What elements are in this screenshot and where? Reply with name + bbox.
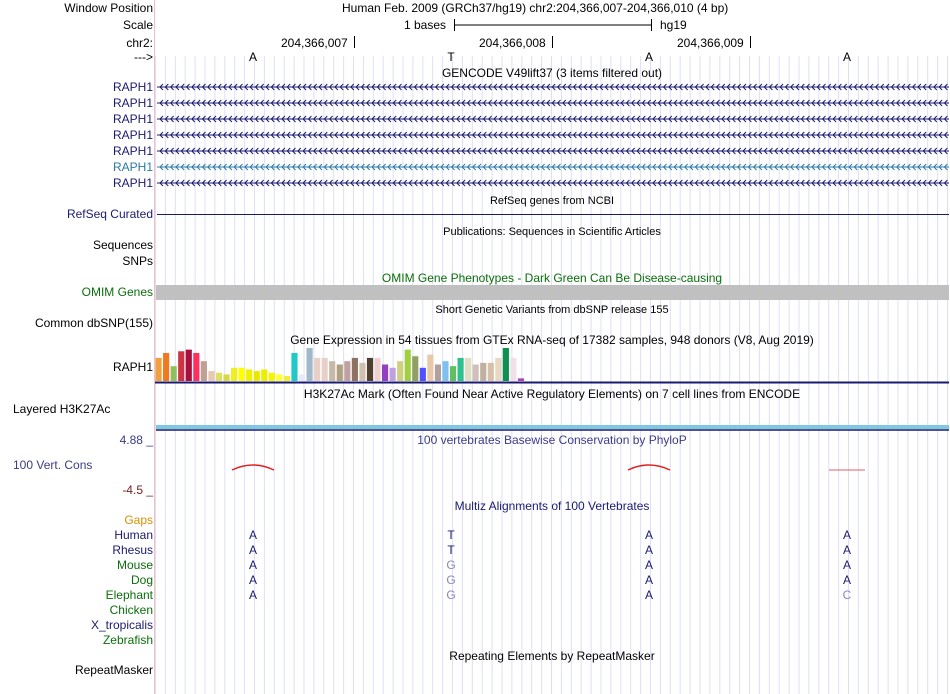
phylop-title: 100 vertebrates Basewise Conservation by PhyloP — [417, 433, 687, 447]
refseq-label[interactable]: RefSeq Curated — [66, 207, 153, 221]
species-label[interactable]: X_tropicalis — [90, 618, 153, 632]
coord-3: 204,366,009 — [677, 36, 744, 50]
alignment-base: A — [248, 543, 258, 557]
phylop-peak — [232, 465, 274, 470]
omim-title: OMIM Gene Phenotypes - Dark Green Can Be Disease-causing — [381, 271, 723, 285]
gtex-bar — [405, 350, 411, 381]
phylop-min: -4.5 _ — [122, 483, 153, 497]
gtex-bar — [269, 373, 275, 381]
species-label[interactable]: Human — [114, 528, 153, 542]
gtex-bar — [284, 376, 290, 381]
gtex-bar — [156, 358, 162, 381]
alignment-base: A — [644, 528, 654, 542]
base-4[interactable]: A — [842, 50, 852, 64]
gtex-bar — [427, 355, 433, 381]
base-2[interactable]: T — [447, 50, 455, 64]
gtex-bar — [329, 361, 335, 381]
alignment-base: A — [842, 558, 852, 572]
gtex-bar — [382, 365, 388, 382]
alignment-base: T — [447, 543, 455, 557]
gtex-bar — [216, 373, 222, 381]
alignment-base: A — [248, 558, 258, 572]
gtex-bar — [367, 358, 373, 381]
gtex-bar — [352, 358, 358, 381]
gtex-bar — [420, 368, 426, 381]
species-label[interactable]: Dog — [130, 573, 153, 587]
scale-label: Scale — [122, 18, 153, 32]
dbsnp-title: Short Genetic Variants from dbSNP release 155 — [435, 304, 669, 316]
gtex-bar — [322, 358, 328, 381]
gtex-bar — [374, 358, 380, 381]
gtex-bar — [442, 361, 448, 381]
gtex-bar — [231, 368, 237, 381]
gtex-bar — [299, 374, 305, 381]
window-position-value: Human Feb. 2009 (GRCh37/hg19) chr2:204,366,007-204,366,010 (4 bp) — [342, 1, 729, 15]
gtex-bar — [186, 350, 192, 381]
multiz-title: Multiz Alignments of 100 Vertebrates — [454, 499, 650, 513]
gtex-bar — [337, 365, 343, 382]
alignment-base: A — [248, 528, 258, 542]
gencode-row-label[interactable]: RAPH1 — [112, 144, 153, 158]
gencode-row-label[interactable]: RAPH1 — [112, 128, 153, 142]
alignment-base: A — [644, 558, 654, 572]
scale-left-text: 1 bases — [404, 18, 447, 32]
alignment-base: A — [248, 573, 258, 587]
alignment-base: A — [248, 588, 258, 602]
gtex-bar — [473, 365, 479, 382]
alignment-base: G — [446, 573, 456, 587]
gtex-bar — [208, 371, 214, 381]
gtex-bar — [163, 353, 169, 381]
gtex-bar — [503, 348, 509, 381]
alignment-base: C — [842, 588, 852, 602]
gtex-bar — [480, 363, 486, 381]
gtex-bar — [171, 366, 177, 381]
omim-band — [156, 285, 949, 300]
gtex-bar — [397, 361, 403, 381]
phylop-max: 4.88 _ — [119, 433, 153, 447]
repeatmasker-label[interactable]: RepeatMasker — [74, 663, 153, 677]
alignment-base: A — [644, 543, 654, 557]
species-label[interactable]: Mouse — [116, 558, 153, 572]
coord-1: 204,366,007 — [281, 36, 348, 50]
gtex-bar — [450, 366, 456, 381]
alignment-base: A — [842, 528, 852, 542]
gencode-row-label[interactable]: RAPH1 — [112, 176, 153, 190]
snps-label[interactable]: SNPs — [122, 254, 153, 268]
alignment-base: A — [644, 573, 654, 587]
phylop-peak — [628, 465, 670, 470]
species-label[interactable]: Zebrafish — [102, 633, 153, 647]
alignment-base: G — [446, 588, 456, 602]
gtex-bar — [465, 358, 471, 381]
gtex-title: Gene Expression in 54 tissues from GTEx RNA-seq of 17382 samples, 948 donors (V8, Aug 2019) — [290, 333, 814, 347]
phylop-label[interactable]: 100 Vert. Cons — [13, 458, 93, 472]
gtex-bar — [223, 374, 229, 381]
gtex-bar — [178, 351, 184, 381]
base-1[interactable]: A — [248, 50, 258, 64]
coord-2: 204,366,008 — [479, 36, 546, 50]
gtex-bar — [276, 374, 282, 381]
h3k27ac-label[interactable]: Layered H3K27Ac — [13, 402, 111, 416]
alignment-base: A — [842, 543, 852, 557]
gtex-bar — [359, 363, 365, 381]
alignment-base: G — [446, 558, 456, 572]
gtex-bar — [488, 363, 494, 381]
alignment-base: A — [842, 573, 852, 587]
gtex-bar — [239, 368, 245, 381]
gtex-bar — [261, 369, 267, 381]
gtex-bar — [435, 365, 441, 382]
gtex-bar — [307, 348, 313, 381]
gtex-bar — [254, 371, 260, 381]
gtex-bar — [495, 358, 501, 381]
chr-label: chr2: — [126, 36, 153, 50]
base-3[interactable]: A — [644, 50, 654, 64]
alignment-base: A — [644, 588, 654, 602]
species-label[interactable]: Rhesus — [112, 543, 153, 557]
gaps-label[interactable]: Gaps — [124, 513, 153, 527]
dbsnp-label[interactable]: Common dbSNP(155) — [34, 316, 153, 330]
refseq-title: RefSeq genes from NCBI — [489, 195, 615, 207]
gencode-row-label[interactable]: RAPH1 — [112, 160, 153, 174]
gtex-bar — [246, 369, 252, 381]
publications-label[interactable]: Sequences — [92, 238, 153, 252]
gtex-label[interactable]: RAPH1 — [112, 360, 153, 374]
gencode-title: GENCODE V49lift37 (3 items filtered out) — [441, 66, 663, 80]
strand-label: ---> — [134, 50, 153, 64]
window-position-label: Window Position — [64, 1, 153, 15]
gtex-bar — [518, 378, 524, 381]
gtex-bar — [193, 353, 199, 381]
gtex-bar — [291, 353, 297, 381]
gtex-bar — [412, 356, 418, 381]
gtex-bar — [390, 368, 396, 381]
omim-label[interactable]: OMIM Genes — [81, 285, 153, 299]
publications-title: Publications: Sequences in Scientific Articles — [443, 226, 661, 238]
gtex-bar — [314, 358, 320, 381]
h3k27ac-title: H3K27Ac Mark (Often Found Near Active Regulatory Elements) on 7 cell lines from ENCODE — [303, 387, 801, 401]
scale-right-text: hg19 — [660, 18, 687, 32]
gencode-row-label[interactable]: RAPH1 — [112, 112, 153, 126]
alignment-base: T — [447, 528, 455, 542]
gtex-bar — [344, 361, 350, 381]
gtex-bar — [510, 358, 516, 381]
species-label[interactable]: Elephant — [105, 588, 153, 602]
gencode-row-label[interactable]: RAPH1 — [112, 96, 153, 110]
gtex-bar — [201, 361, 207, 381]
species-label[interactable]: Chicken — [109, 603, 153, 617]
gtex-bar — [458, 358, 464, 381]
h3k27ac-band — [156, 425, 949, 429]
repeatmasker-title: Repeating Elements by RepeatMasker — [449, 649, 655, 663]
gencode-row-label[interactable]: RAPH1 — [112, 80, 153, 94]
